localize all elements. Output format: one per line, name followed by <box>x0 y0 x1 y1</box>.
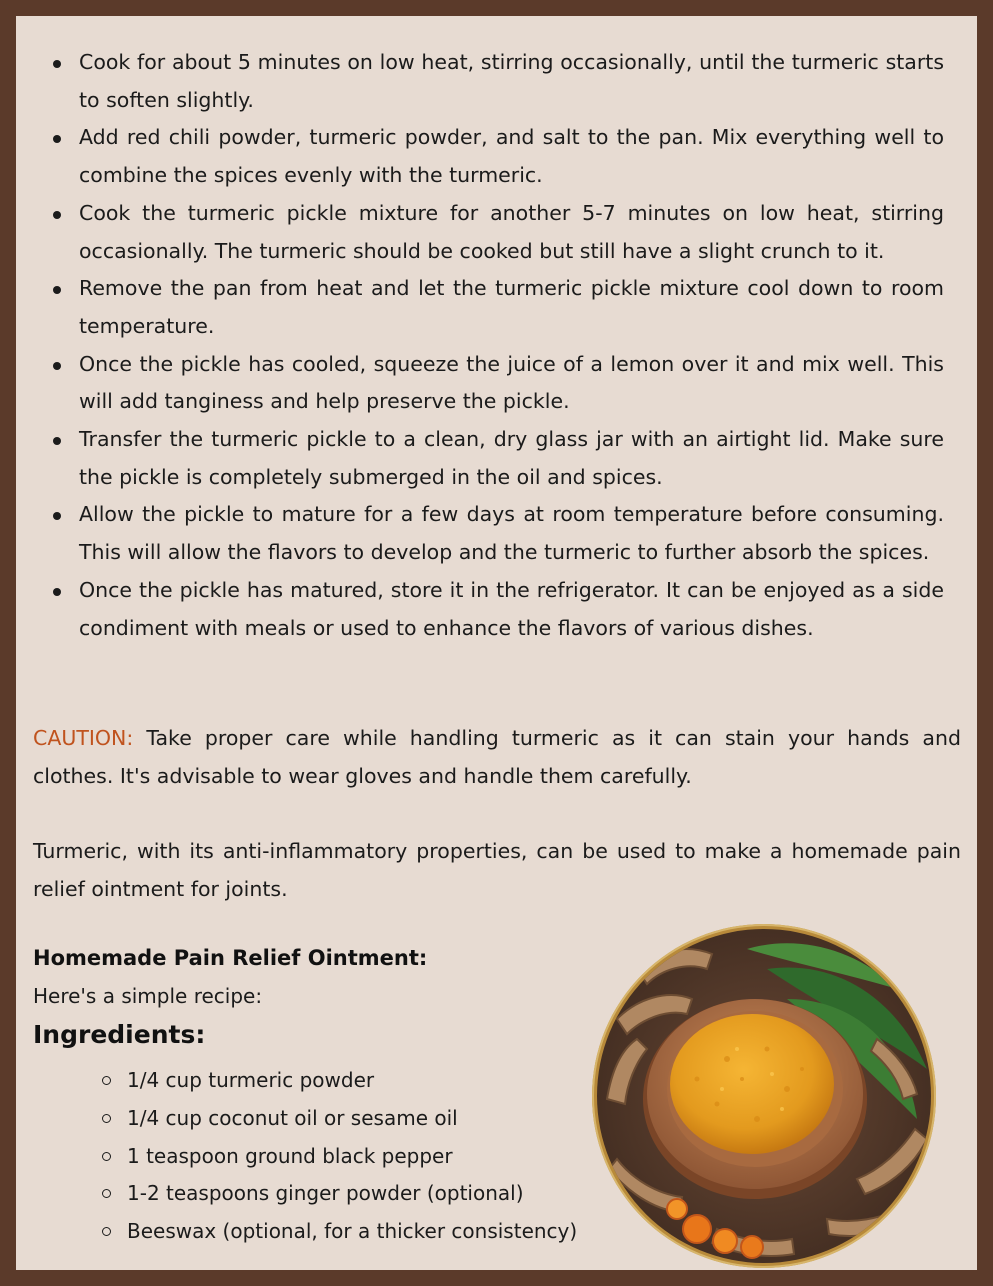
caution-label: CAUTION: <box>33 726 134 750</box>
step-text: Once the pickle has cooled, squeeze the juice of a lemon over it and mix well. This will add tanginess and help preserve the pickle. <box>79 351 944 414</box>
bullet-icon <box>53 286 61 294</box>
ingredients-heading: Ingredients: <box>33 1020 206 1049</box>
step-item <box>48 421 944 496</box>
step-item <box>48 496 944 571</box>
turmeric-bowl-illustration <box>597 929 931 1263</box>
recipe-intro: Here's a simple recipe: <box>33 984 263 1008</box>
ingredient-item <box>100 1213 577 1251</box>
ingredient-text: 1/4 cup turmeric powder <box>127 1068 375 1092</box>
turmeric-photo <box>592 924 936 1268</box>
ointment-heading: Homemade Pain Relief Ointment: <box>33 946 428 970</box>
step-text: Transfer the turmeric pickle to a clean, dry glass jar with an airtight lid. Make sure the pickle is completely submerged in the oil and spices. <box>79 427 944 489</box>
step-item <box>48 572 944 647</box>
ingredient-text: 1 teaspoon ground black pepper <box>127 1143 453 1168</box>
step-item <box>48 270 944 345</box>
step-item <box>48 346 944 421</box>
step-item <box>48 44 944 119</box>
ingredient-text: 1-2 teaspoons ginger powder (optional) <box>127 1181 524 1206</box>
step-text: Allow the pickle to mature for a few days at room temperature before consuming. This will allow the flavors to develop and the turmeric to further absorb the spices. <box>79 502 944 565</box>
circle-bullet-icon <box>102 1114 111 1123</box>
circle-bullet-icon <box>102 1189 111 1198</box>
ingredient-item <box>100 1062 577 1100</box>
step-text: Cook for about 5 minutes on low heat, stirring occasionally, until the turmeric starts to soften slightly. <box>79 50 944 112</box>
step-text: Remove the pan from heat and let the turmeric pickle mixture cool down to room temperature. <box>79 276 944 338</box>
bullet-icon <box>53 135 61 143</box>
ingredients-list <box>100 1062 577 1251</box>
step-text: Cook the turmeric pickle mixture for another 5-7 minutes on low heat, stirring occasionally. The turmeric should be cooked but still have a slight crunch to it. <box>79 200 944 263</box>
ingredient-item <box>100 1100 577 1138</box>
caution-text: Take proper care while handling turmeric as it can stain your hands and clothes. It's advisable to wear gloves and handle them carefully. <box>33 726 961 788</box>
ingredient-text: 1/4 cup coconut oil or sesame oil <box>127 1105 458 1130</box>
step-text: Add red chili powder, turmeric powder, and salt to the pan. Mix everything well to combine the spices evenly with the turmeric. <box>79 125 944 188</box>
step-text: Once the pickle has matured, store it in the refrigerator. It can be enjoyed as a side condiment with meals or used to enhance the flavors of various dishes. <box>79 577 944 640</box>
circle-bullet-icon <box>102 1152 111 1161</box>
bullet-icon <box>53 512 61 520</box>
intro-paragraph: Turmeric, with its anti-inflammatory properties, can be used to make a homemade pain relief ointment for joints. <box>33 839 961 901</box>
bullet-icon <box>53 211 61 219</box>
bullet-icon <box>53 437 61 445</box>
circle-bullet-icon <box>102 1227 111 1236</box>
document-page <box>16 16 977 1270</box>
bullet-icon <box>53 60 61 68</box>
bullet-icon <box>53 588 61 596</box>
ingredient-text: Beeswax (optional, for a thicker consistency) <box>127 1219 578 1244</box>
ingredient-item <box>100 1138 577 1176</box>
step-item <box>48 195 944 270</box>
step-item <box>48 119 944 194</box>
ingredient-item <box>100 1175 577 1213</box>
caution-paragraph <box>33 720 961 795</box>
circle-bullet-icon <box>102 1076 111 1085</box>
bullet-icon <box>53 362 61 370</box>
instruction-steps-list <box>48 44 944 647</box>
